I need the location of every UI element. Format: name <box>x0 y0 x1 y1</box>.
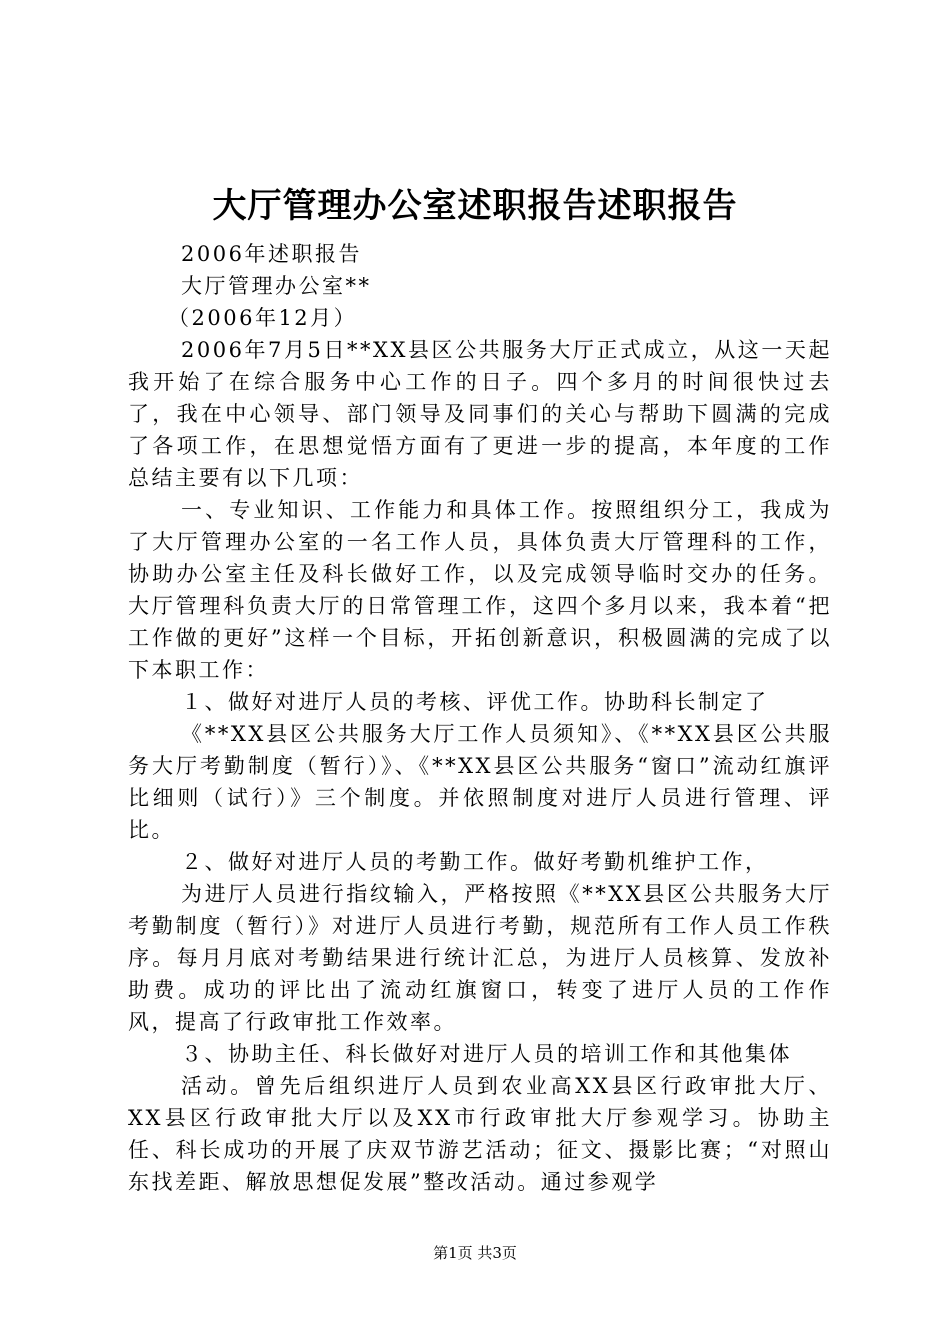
report-year-line: 2006年述职报告 <box>181 242 362 266</box>
item-one-heading: １、做好对进厅人员的考核、评优工作。协助科长制定了 <box>181 690 769 714</box>
author-line: 大厅管理办公室** <box>181 274 372 298</box>
document-body <box>128 238 832 1198</box>
item-one-body: 《**XX县区公共服务大厅工作人员须知》、《**XX县区公共服务大厅考勤制度（暂行）》、《**XX县区公共服务“窗口”流动红旗评比细则（试行）》三个制度。并依照制度对进厅人员进行管理、评比。 <box>128 722 832 842</box>
paragraph-section-one: 一、专业知识、工作能力和具体工作。按照组织分工，我成为了大厅管理办公室的一名工作人员，具体负责大厅管理科的工作，协助办公室主任及科长做好工作，以及完成领导临时交办的任务。大厅管理科负责大厅的日常管理工作，这四个多月以来，我本着“把工作做的更好”这样一个目标，开拓创新意识，积极圆满的完成了以下本职工作： <box>128 498 832 682</box>
item-three-body: 活动。曾先后组织进厅人员到农业高XX县区行政审批大厅、XX县区行政审批大厅以及XX市行政审批大厅参观学习。协助主任、科长成功的开展了庆双节游艺活动；征文、摄影比赛；“对照山东找差距、解放思想促发展”整改活动。通过参观学 <box>128 1074 832 1194</box>
date-line: （2006年12月） <box>168 306 358 330</box>
document-title: 大厅管理办公室述职报告述职报告 <box>212 186 738 226</box>
item-two-body: 为进厅人员进行指纹输入，严格按照《**XX县区公共服务大厅考勤制度（暂行）》对进厅人员进行考勤，规范所有工作人员工作秩序。每月月底对考勤结果进行统计汇总，为进厅人员核算、发放补助费。成功的评比出了流动红旗窗口，转变了进厅人员的工作作风，提高了行政审批工作效率。 <box>128 882 832 1034</box>
page-number-footer: 第1页 共3页 <box>433 1244 517 1262</box>
item-two-heading: ２、做好对进厅人员的考勤工作。做好考勤机维护工作， <box>181 850 769 874</box>
item-three-heading: ３、协助主任、科长做好对进厅人员的培训工作和其他集体 <box>181 1042 792 1066</box>
paragraph-intro: 2006年7月5日**XX县区公共服务大厅正式成立，从这一天起我开始了在综合服务中心工作的日子。四个多月的时间很快过去了，我在中心领导、部门领导及同事们的关心与帮助下圆满的完成了各项工作，在思想觉悟方面有了更进一步的提高，本年度的工作总结主要有以下几项： <box>128 338 832 490</box>
